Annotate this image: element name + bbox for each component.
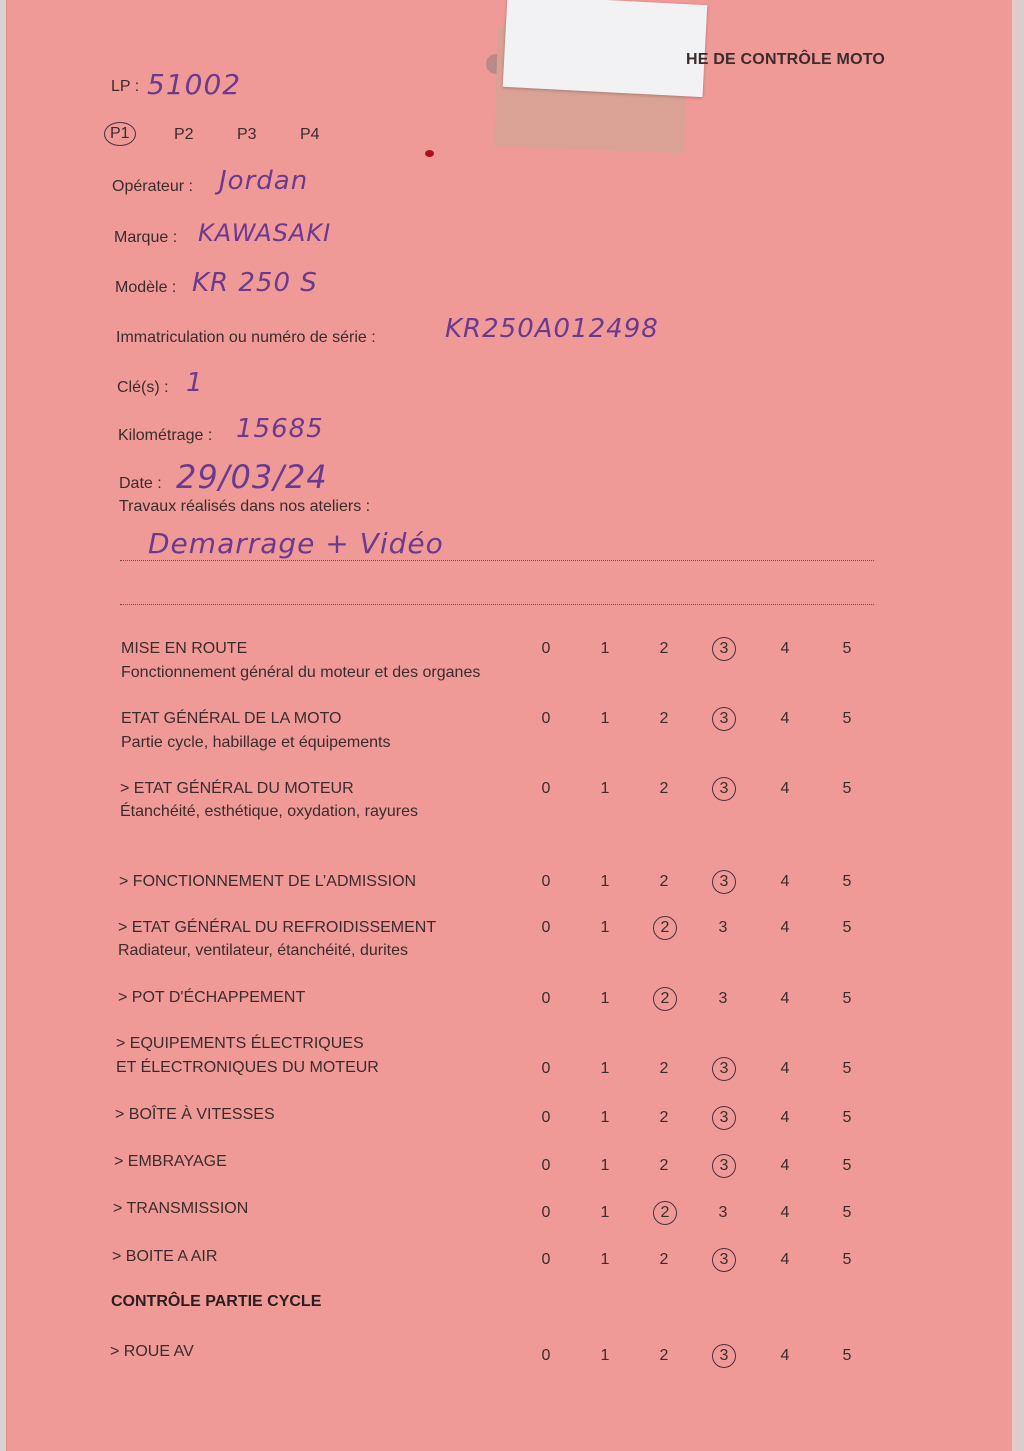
rating-option: 5 — [842, 640, 852, 657]
rating-option: 0 — [541, 1157, 551, 1174]
travaux-line-2 — [120, 604, 874, 605]
rating-option: 0 — [541, 1109, 551, 1126]
rating-option: 0 — [541, 780, 551, 797]
rating-option: 2 — [659, 780, 669, 797]
rating-selected: 3 — [712, 777, 736, 801]
rating-option: 1 — [600, 710, 610, 727]
rating-option: 2 — [659, 1060, 669, 1077]
rating-option: 3 — [718, 990, 728, 1007]
rating-option: 4 — [780, 1109, 790, 1126]
rating-option: 5 — [842, 710, 852, 727]
rating-option: 5 — [842, 873, 852, 890]
rating-option: 4 — [780, 780, 790, 797]
rating-option: 0 — [541, 990, 551, 1007]
rating-option: 5 — [842, 1060, 852, 1077]
check-item-title: > BOÎTE À VITESSES — [115, 1106, 275, 1123]
travaux-line-1 — [120, 560, 874, 561]
rating-selected: 3 — [712, 1154, 736, 1178]
rating-option: 0 — [541, 1251, 551, 1268]
rating-option: 0 — [541, 1060, 551, 1077]
modele-label: Modèle : — [115, 279, 177, 296]
rating-option: 1 — [600, 1157, 610, 1174]
check-item-title: > EMBRAYAGE — [114, 1153, 227, 1170]
rating-option: 2 — [659, 640, 669, 657]
cles-label: Clé(s) : — [117, 379, 169, 396]
check-item-title: > ETAT GÉNÉRAL DU REFROIDISSEMENT — [118, 919, 437, 936]
lp-value: 51002 — [147, 68, 242, 101]
operateur-value: Jordan — [219, 166, 309, 196]
rating-option: 1 — [600, 780, 610, 797]
rating-option: 2 — [659, 1157, 669, 1174]
travaux-label: Travaux réalisés dans nos ateliers : — [119, 498, 371, 515]
km-value: 15685 — [236, 414, 324, 444]
rating-option: 2 — [659, 1347, 669, 1364]
rating-option: 1 — [600, 1109, 610, 1126]
rating-selected: 3 — [712, 1106, 736, 1130]
check-item-description: Radiateur, ventilateur, étanchéité, durites — [118, 942, 408, 959]
travaux-value: Demarrage + Vidéo — [148, 527, 444, 560]
rating-selected: 2 — [653, 1201, 677, 1225]
check-item-title: > EQUIPEMENTS ÉLECTRIQUES — [116, 1035, 364, 1052]
rating-option: 3 — [718, 1204, 728, 1221]
immat-value: KR250A012498 — [445, 314, 659, 344]
ink-mark — [425, 150, 434, 157]
rating-option: 4 — [780, 873, 790, 890]
rating-option: 2 — [659, 1251, 669, 1268]
check-item-description: Partie cycle, habillage et équipements — [121, 734, 391, 751]
page-edge — [1012, 0, 1024, 1451]
rating-option: 4 — [780, 1204, 790, 1221]
check-item-title: MISE EN ROUTE — [121, 640, 248, 657]
rating-selected: 3 — [712, 870, 736, 894]
rating-option: 4 — [780, 710, 790, 727]
rating-selected: 3 — [712, 1248, 736, 1272]
check-item-title: > TRANSMISSION — [113, 1200, 249, 1217]
rating-selected: 2 — [653, 987, 677, 1011]
rating-option: 5 — [842, 1251, 852, 1268]
rating-option: 4 — [780, 1157, 790, 1174]
rating-option: 1 — [600, 873, 610, 890]
rating-selected: 3 — [712, 707, 736, 731]
rating-option: 2 — [659, 873, 669, 890]
rating-option: 1 — [600, 990, 610, 1007]
date-label: Date : — [119, 475, 162, 492]
rating-option: 5 — [842, 1204, 852, 1221]
rating-option: 1 — [600, 1060, 610, 1077]
rating-selected: 3 — [712, 637, 736, 661]
rating-selected: 2 — [653, 916, 677, 940]
position-p1: P1 — [104, 122, 136, 146]
rating-option: 5 — [842, 1109, 852, 1126]
immat-label: Immatriculation ou numéro de série : — [116, 329, 376, 346]
section-title: CONTRÔLE PARTIE CYCLE — [111, 1293, 322, 1310]
marque-value: KAWASAKI — [198, 219, 332, 247]
rating-option: 5 — [842, 1347, 852, 1364]
operateur-label: Opérateur : — [112, 178, 193, 195]
modele-value: KR 250 S — [192, 268, 318, 298]
date-value: 29/03/24 — [176, 458, 328, 496]
check-item-description: Étanchéité, esthétique, oxydation, rayures — [120, 803, 418, 820]
rating-option: 0 — [541, 919, 551, 936]
rating-option: 1 — [600, 919, 610, 936]
position-p2: P2 — [174, 126, 194, 143]
rating-option: 0 — [541, 1347, 551, 1364]
lp-label: LP : — [111, 78, 140, 95]
rating-option: 5 — [842, 780, 852, 797]
rating-option: 1 — [600, 1347, 610, 1364]
rating-option: 5 — [842, 1157, 852, 1174]
position-p3: P3 — [237, 126, 257, 143]
position-p4: P4 — [300, 126, 320, 143]
check-item-title: > ETAT GÉNÉRAL DU MOTEUR — [120, 780, 354, 797]
check-item-description: ET ÉLECTRONIQUES DU MOTEUR — [116, 1059, 379, 1076]
check-item-title: > FONCTIONNEMENT DE L’ADMISSION — [119, 873, 417, 890]
rating-option: 0 — [541, 640, 551, 657]
rating-option: 0 — [541, 1204, 551, 1221]
rating-option: 4 — [780, 1060, 790, 1077]
rating-option: 4 — [780, 990, 790, 1007]
rating-option: 1 — [600, 640, 610, 657]
rating-option: 4 — [780, 1347, 790, 1364]
rating-option: 3 — [718, 919, 728, 936]
marque-label: Marque : — [114, 229, 178, 246]
rating-option: 4 — [780, 1251, 790, 1268]
rating-option: 4 — [780, 640, 790, 657]
check-item-title: > ROUE AV — [110, 1343, 194, 1360]
km-label: Kilométrage : — [118, 427, 213, 444]
cles-value: 1 — [186, 368, 204, 398]
rating-selected: 3 — [712, 1344, 736, 1368]
rating-option: 5 — [842, 919, 852, 936]
check-item-title: > POT D'ÉCHAPPEMENT — [118, 989, 306, 1006]
paper-label-patch — [503, 0, 708, 97]
rating-option: 0 — [541, 873, 551, 890]
rating-option: 2 — [659, 710, 669, 727]
rating-option: 0 — [541, 710, 551, 727]
check-item-description: Fonctionnement général du moteur et des organes — [121, 664, 481, 681]
rating-option: 2 — [659, 1109, 669, 1126]
rating-option: 4 — [780, 919, 790, 936]
sheet-title: HE DE CONTRÔLE MOTO — [686, 51, 886, 68]
rating-option: 1 — [600, 1204, 610, 1221]
rating-option: 1 — [600, 1251, 610, 1268]
rating-selected: 3 — [712, 1057, 736, 1081]
check-item-title: > BOITE A AIR — [112, 1248, 218, 1265]
check-item-title: ETAT GÉNÉRAL DE LA MOTO — [121, 710, 342, 727]
rating-option: 5 — [842, 990, 852, 1007]
